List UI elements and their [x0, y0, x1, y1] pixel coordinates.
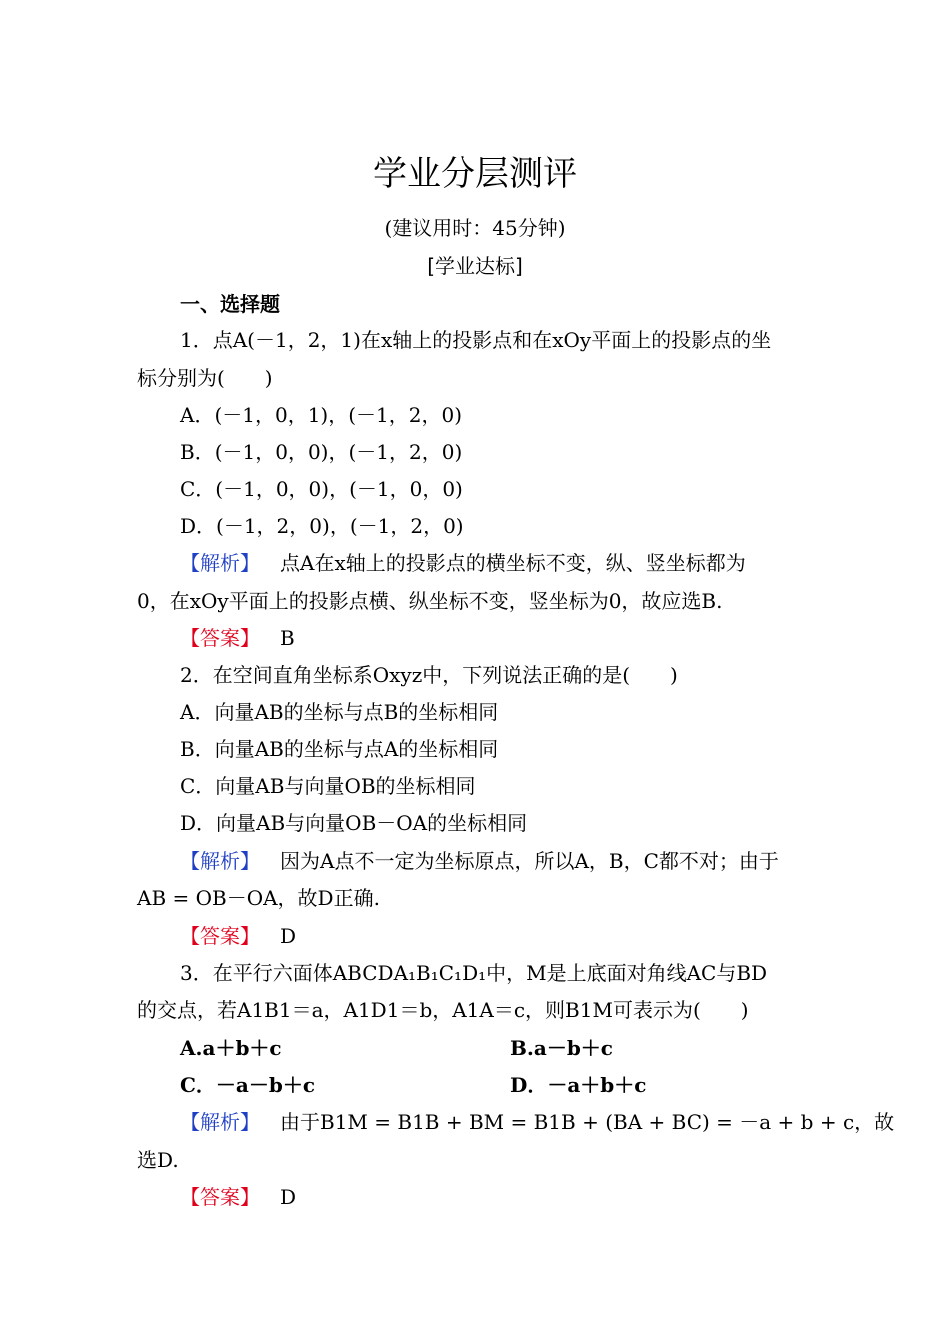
q1-answer: [180, 624, 295, 652]
q1-analysis-line-1: [180, 549, 746, 577]
q3-stem-line-1: 3．在平行六面体ABCDA₁B₁C₁D₁中，M是上底面对角线AC与BD: [180, 961, 768, 985]
q1-option-a: A．(－1，0，1)，(－1，2，0): [180, 403, 463, 427]
q2-option-c: C．向量AB与向量OB的坐标相同: [180, 774, 476, 798]
q3-option-c: C．－a－b＋c: [180, 1073, 316, 1097]
q2-analysis-line-1: [180, 847, 779, 875]
q1-option-c: C．(－1，0，0)，(－1，0，0): [180, 477, 463, 501]
section-heading: 一、选择题: [180, 292, 280, 316]
analysis-label: 【解析】: [180, 551, 260, 575]
analysis-text: 由于B1M = B1B + BM = B1B + (BA + BC) = －a + b + c，故: [280, 1110, 895, 1134]
answer-label: 【答案】: [180, 626, 260, 650]
answer-value: B: [280, 626, 295, 650]
q1-stem-line-2: 标分别为( ): [137, 366, 273, 390]
analysis-text: 点A在x轴上的投影点的横坐标不变，纵、竖坐标都为: [280, 551, 746, 575]
answer-label: 【答案】: [180, 1185, 260, 1209]
q3-option-d: D．－a＋b＋c: [510, 1073, 647, 1097]
answer-value: D: [280, 924, 297, 948]
answer-value: D: [280, 1185, 297, 1209]
q2-option-a: A．向量AB的坐标与点B的坐标相同: [180, 700, 499, 724]
analysis-label: 【解析】: [180, 1110, 260, 1134]
page-title: 学业分层测评: [373, 154, 577, 194]
q3-option-a: A.a＋b＋c: [180, 1036, 282, 1060]
q2-option-b: B．向量AB的坐标与点A的坐标相同: [180, 737, 499, 761]
q1-option-b: B．(－1，0，0)，(－1，2，0): [180, 440, 463, 464]
level-heading: [学业达标]: [427, 254, 523, 278]
analysis-text: 因为A点不一定为坐标原点，所以A，B，C都不对；由于: [280, 849, 779, 873]
q3-option-b: B.a－b＋c: [510, 1036, 613, 1060]
time-note: (建议用时：45分钟): [384, 216, 566, 240]
q3-analysis-line-1: [180, 1108, 894, 1136]
q2-option-d: D．向量AB与向量OB－OA的坐标相同: [180, 811, 528, 835]
q3-stem-line-2: 的交点，若A1B1＝a，A1D1＝b，A1A＝c，则B1M可表示为( ): [137, 998, 749, 1022]
q1-stem-line-1: 1．点A(－1，2，1)在x轴上的投影点和在xOy平面上的投影点的坐: [180, 328, 772, 352]
q2-answer: [180, 922, 296, 950]
q2-analysis-line-2: AB = OB－OA，故D正确.: [137, 886, 380, 910]
q1-option-d: D．(－1，2，0)，(－1，2，0): [180, 514, 464, 538]
q1-analysis-line-2: 0，在xOy平面上的投影点横、纵坐标不变，竖坐标为0，故应选B.: [137, 589, 723, 613]
q2-stem: 2．在空间直角坐标系Oxyz中，下列说法正确的是( ): [180, 663, 678, 687]
answer-label: 【答案】: [180, 924, 260, 948]
q3-answer: [180, 1183, 296, 1211]
q3-analysis-line-2: 选D.: [137, 1148, 179, 1172]
analysis-label: 【解析】: [180, 849, 260, 873]
